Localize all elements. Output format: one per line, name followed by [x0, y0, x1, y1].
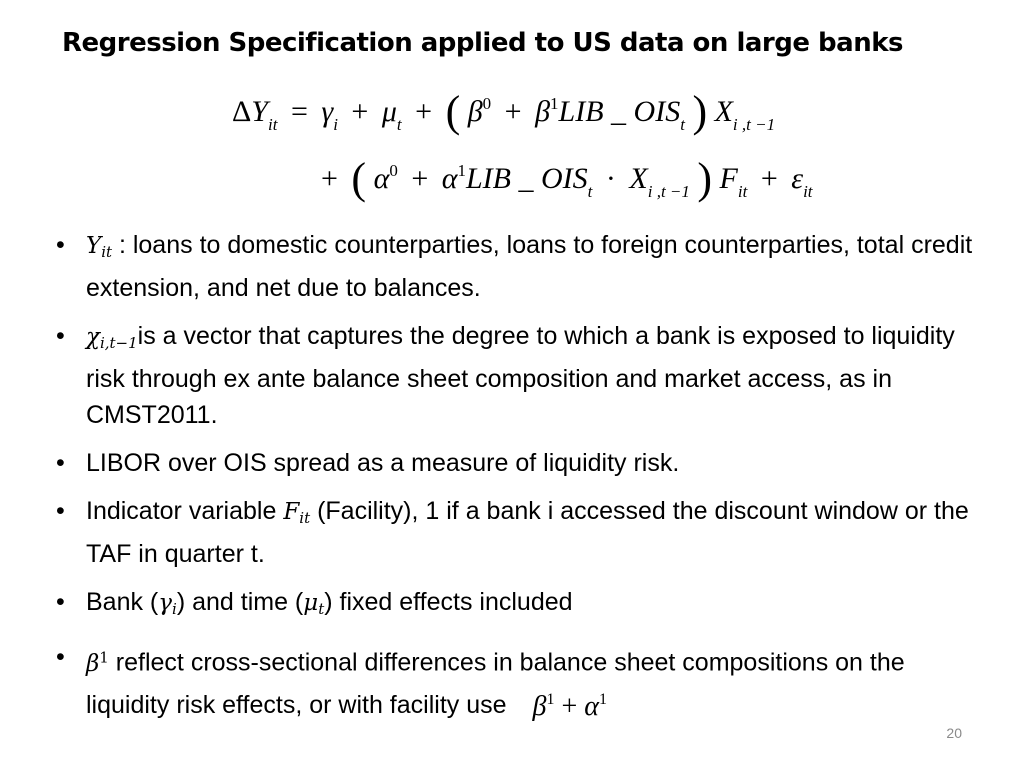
- lib-ois-term: LIB _ OIS: [466, 162, 588, 195]
- delta-symbol: Δ: [232, 95, 252, 128]
- slide-title: Regression Specification applied to US data on large banks: [62, 28, 903, 58]
- plus-sign: +: [760, 162, 778, 195]
- dot-operator: ·: [605, 162, 616, 195]
- left-paren: (: [445, 87, 461, 136]
- bullet-text: : loans to domestic counterparties, loans to foreign counterparties, total credit extension, and net due to balances.: [86, 231, 973, 302]
- bullet-item-fixed-effects: [50, 584, 990, 627]
- sup-1: 1: [550, 94, 559, 113]
- symbol-beta: $\beta^1$: [86, 648, 109, 677]
- alpha-symbol: α: [373, 162, 390, 195]
- plus-sign: +: [411, 162, 429, 195]
- plus-sign: +: [415, 95, 433, 128]
- plus-sign: +: [321, 162, 338, 195]
- symbol-gamma: $\gamma_i$: [158, 590, 177, 618]
- symbol-chi: $\chi_{i,t-1}$: [86, 324, 138, 352]
- bullet-item-beta: [50, 639, 990, 725]
- sup-0: 0: [389, 161, 398, 180]
- var-x: X: [629, 162, 648, 195]
- bullet-text-post: ) fixed effects included: [324, 588, 573, 616]
- bullet-list: [50, 227, 990, 737]
- bullet-text-pre: Indicator variable: [86, 497, 284, 525]
- bullet-text: LIBOR over OIS spread as a measure of liquidity risk.: [86, 449, 680, 477]
- lib-ois-term: LIB _ OIS: [558, 95, 681, 128]
- bullet-text: is a vector that captures the degree to which a bank is exposed to liquidity risk through ex ante balance sheet composition and market access, as in CMST2011.: [86, 322, 955, 429]
- bullet-item-chi: [50, 318, 990, 433]
- sup-1: 1: [457, 161, 466, 180]
- right-paren: ): [692, 87, 708, 136]
- mu-symbol: μ: [381, 95, 397, 128]
- bullet-item-indicator: [50, 493, 990, 572]
- sub-it: it: [267, 115, 278, 134]
- sub-t: t: [680, 115, 685, 134]
- sub-t: t: [396, 115, 402, 134]
- sub-i-t-minus-1: i ,t −1: [732, 115, 776, 134]
- symbol-mu: $\mu_t$: [303, 590, 325, 618]
- epsilon-symbol: ε: [791, 162, 804, 195]
- page-number: 20: [946, 725, 962, 741]
- beta-symbol: β: [535, 95, 551, 128]
- bullet-item-libor: [50, 445, 990, 481]
- gamma-symbol: γ: [321, 95, 334, 128]
- plus-sign: +: [351, 95, 369, 128]
- sup-0: 0: [482, 94, 492, 113]
- equals-sign: =: [290, 95, 308, 128]
- symbol-y: $Y_{it}$: [86, 233, 113, 261]
- var-x: X: [714, 95, 733, 128]
- regression-equation-line-2: [315, 153, 813, 204]
- right-paren: ): [697, 154, 713, 203]
- bullet-text-pre: Bank (: [86, 588, 159, 616]
- left-paren: (: [351, 154, 367, 203]
- symbol-f: $F_{it}$: [283, 499, 311, 527]
- alpha-symbol: α: [441, 162, 458, 195]
- beta-symbol: β: [467, 95, 483, 128]
- var-f: F: [719, 162, 738, 195]
- sub-t: t: [587, 182, 593, 201]
- var-y: Y: [251, 95, 268, 128]
- bullet-item-y: [50, 227, 990, 306]
- sub-i-t-minus-1: i ,t −1: [647, 182, 690, 201]
- beta-plus-alpha-equation: $\beta^1 + \alpha^1$: [532, 690, 607, 722]
- sub-i: i: [333, 115, 338, 134]
- bullet-text-post: (Facility), 1 if a bank i accessed the discount window or the TAF in quarter t.: [86, 497, 969, 568]
- regression-equation-line-1: [232, 86, 775, 137]
- bullet-text: reflect cross-sectional differences in balance sheet compositions on the liquidity risk effects, or with facility use: [86, 648, 905, 719]
- bullet-text-mid: ) and time (: [176, 588, 304, 616]
- sub-it: it: [803, 182, 813, 201]
- plus-sign: +: [504, 95, 522, 128]
- sub-it: it: [737, 182, 748, 201]
